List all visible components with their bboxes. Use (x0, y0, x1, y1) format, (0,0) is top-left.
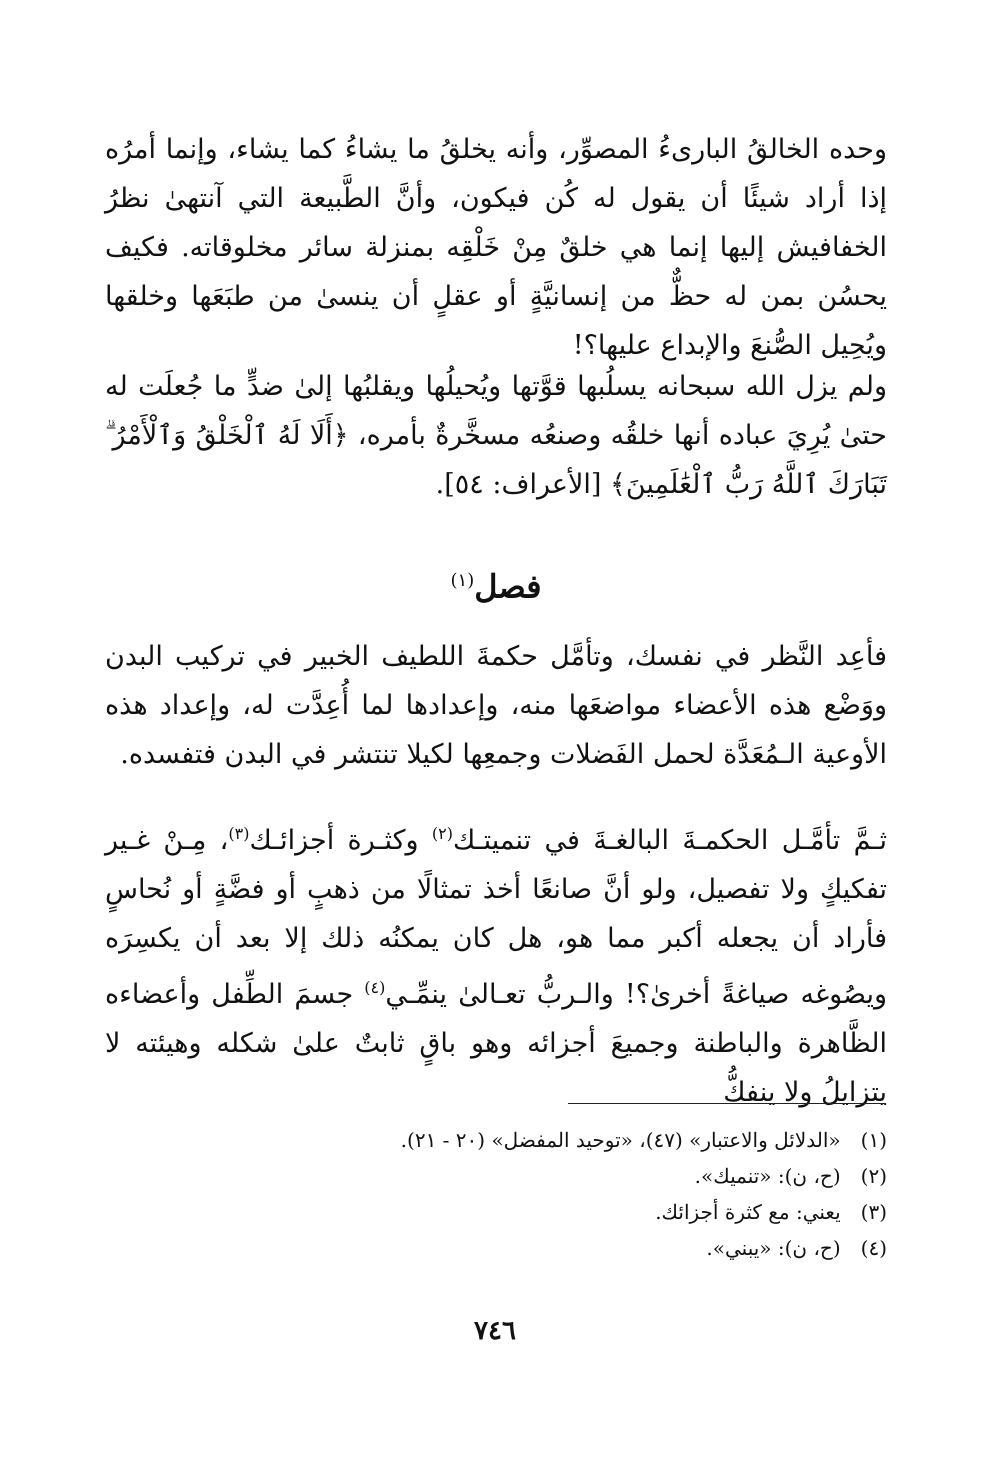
footnote-number: (٤) (860, 1236, 887, 1260)
footnote-separator (568, 1103, 886, 1104)
paragraph-4-part-b: وكثـرة أجزائـك (249, 825, 432, 856)
footnote-number: (٣) (860, 1200, 887, 1224)
paragraph-3-text: فأعِد النَّظر في نفسك، وتأمَّل حكمةَ اللطيف الخبير في تركيب البدن ووَضْع هذه الأعضاء مواضعَها منه، وإعدادها لما أُعِدَّت له، وإعداد هذه الأوعية الـمُعَدَّة لحمل الفَضلات وجمعِها لكيلا تنتشر في البدن فتفسده. (105, 641, 887, 770)
footnote-text: (ح، ن): «تنميك». (694, 1164, 841, 1188)
footnote-marker-3: (٣) (228, 824, 250, 843)
footnote-3 (105, 1194, 887, 1230)
footnote-number: (١) (860, 1128, 887, 1152)
section-heading-text: فصل (474, 567, 542, 606)
paragraph-1-text: وحده الخالقُ البارىءُ المصوِّر، وأنه يخلقُ ما يشاءُ كما يشاء، وإنما أمرُه إذا أراد شيئًا أن يقول له كُن فيكون، وأنَّ الطَّبيعة التي آنتهىٰ نظرُ الخفافيش إليها إنما هي خلقٌ مِنْ خَلْقِه بمنزلة سائر مخلوقاته. فكيف يحسُن بمن له حظٌّ من إنسانيَّةٍ أو عقلٍ أن ينسىٰ من طبَعَها وخلقها ويُحِيل الصُّنعَ والإبداع عليها؟! (105, 134, 887, 361)
footnote-1 (105, 1122, 887, 1158)
footnote-marker-2: (٢) (431, 824, 453, 843)
paragraph-4-part-a: ثـمَّ تأمَّـل الحكمـةَ البالغـةَ في تنميتـك (452, 825, 887, 856)
paragraph-4 (105, 809, 887, 1117)
footnote-number: (٢) (860, 1164, 887, 1188)
paragraph-1 (105, 125, 887, 370)
footnote-4 (105, 1230, 887, 1266)
heading-footnote-marker: (١) (450, 570, 475, 591)
paragraph-4-part-c: ، مِـنْ غـير تفكيكٍ ولا تفصيل، ولو أنَّ صانعًا أخذ تمثالًا من ذهبٍ أو فضَّةٍ أو نُحاسٍ فأراد أن يجعله أكبر مما هو، هل كان يمكنُه ذلك إلا بعد أن يكسِرَه ويصُوغه صياغةً أخرىٰ؟! والـربُّ تعـالىٰ ينمِّـي (105, 825, 888, 1010)
footnotes (105, 1122, 887, 1266)
footnote-text: (ح، ن): «يبني». (706, 1236, 841, 1260)
section-heading (105, 556, 887, 612)
paragraph-2-text: ولم يزل الله سبحانه يسلُبها قوَّتها ويُحيلُها ويقلبُها إلىٰ ضدٍّ ما جُعلَت له حتىٰ يُرِيَ عباده أنها خلقُه وصنعُه مسخَّرةٌ بأمره، ﴿أَلَا لَهُ ٱلْخَلْقُ وَٱلْأَمْرُ ۗ تَبَارَكَ ٱللَّهُ رَبُّ ٱلْعَٰلَمِينَ﴾ [الأعراف: ٥٤]. (105, 371, 887, 500)
footnote-marker-4: (٤) (364, 978, 386, 997)
footnote-2 (105, 1158, 887, 1194)
paragraph-4-part-d: جسمَ الطِّفل وأعضاءه الظَّاهرة والباطنة وجميعَ أجزائه وهو باقٍ ثابتٌ علىٰ شكله وهيئته لا يتزايلُ ولا ينفكُّ (105, 979, 887, 1108)
footnote-text: «الدلائل والاعتبار» (٤٧)، «توحيد المفضل» (٢٠ - ٢١). (400, 1128, 841, 1152)
page-number: ٧٤٦ (474, 1316, 516, 1346)
paragraph-4-text (105, 809, 887, 1117)
footnote-text: يعني: مع كثرة أجزائك. (655, 1200, 841, 1224)
paragraph-3 (105, 632, 887, 779)
paragraph-2 (105, 362, 887, 509)
